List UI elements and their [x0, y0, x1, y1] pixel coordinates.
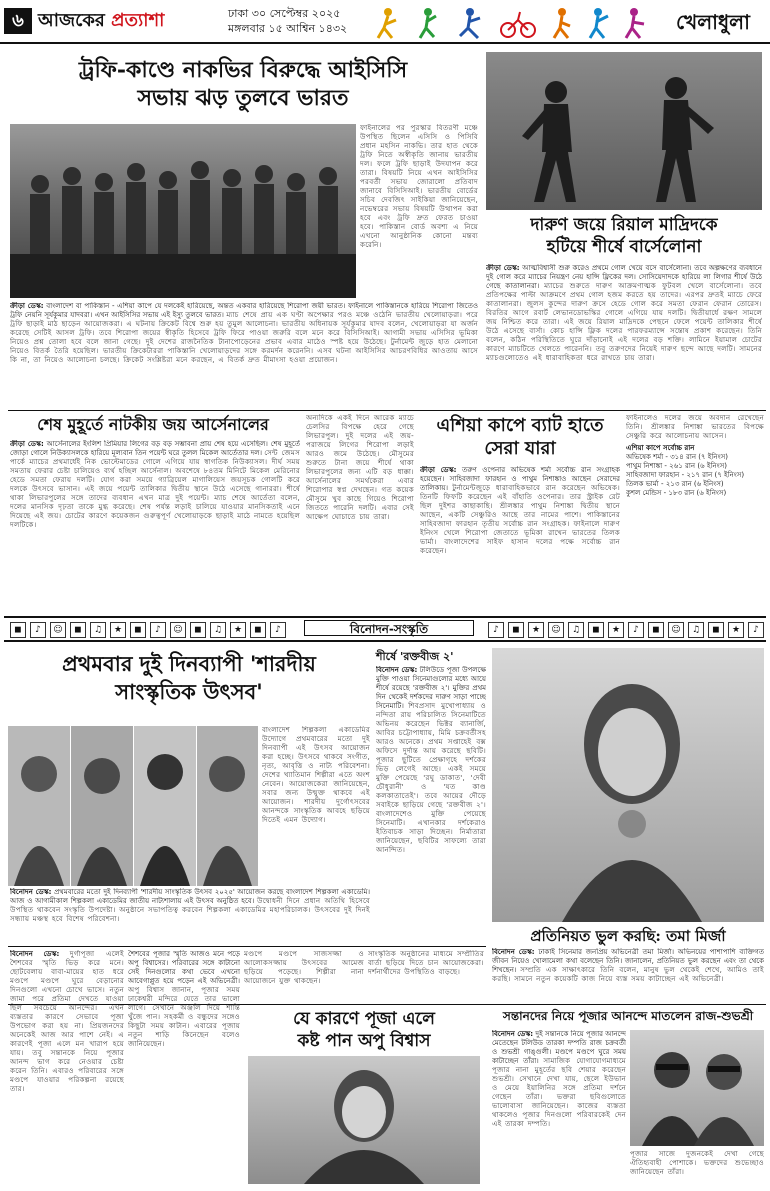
tama-headline: প্রতিনিয়ত ভুল করছি: তমা মির্জা [530, 927, 726, 945]
sharodiyo-body-right: বাংলাদেশ শিল্পকলা একাডেমির উদ্যোগে প্রথমবারের মতো দুই দিনব্যাপী এই উৎসব আয়োজন করা হচ্ছে। উৎসবে থাকবে সংগীত, নৃত্য, আবৃত্তি ও নাট্য পরিবেশনা। দেশের খ্যাতিমান শিল্পীরা এতে অংশ নেবেন। আয়োজকেরা জানিয়েছেন, সবার জন্য উন্মুক্ত থাকবে এই আয়োজন। শারদীয় দুর্গোৎসবের আনন্দকে সাংস্কৃতিক আবহে ছড়িয়ে দিতেই এমন উদ্যোগ। [262, 726, 370, 824]
arsenal-body-right: অন্যদিকে একই দিনে আরেক ম্যাচে চেলসির বিপক্ষে হেরে গেছে লিভারপুল। দুই দলের এই জয়-পরাজয়ে লিগের শিরোপা লড়াই আরও জমে উঠেছে। মৌসুমের শুরুতে টানা জয়ে শীর্ষে থাকা লিভারপুলের জন্য এটি বড় ধাক্কা। আর্সেনালের সমর্থকেরা এবার শিরোপার স্বপ্ন দেখছেন। গত কয়েক মৌসুমে খুব কাছে গিয়েও শিরোপা জিততে পারেনি দলটি। এবার সেই আক্ষেপ ঘোচাতে চায় তারা। [306, 414, 414, 521]
icc-headline: ট্রফি-কাণ্ডে নাকভির বিরুদ্ধে আইসিসি সভায় ঝড় তুলবে ভারত [78, 57, 408, 111]
sharodiyo-headline: প্রথমবার দুই দিনব্যাপী 'শারদীয় সাংস্কৃতিক উৎসব' [62, 651, 316, 704]
page-header [0, 0, 770, 44]
section-band-label: বিনোদন-সংস্কৃতি [304, 620, 474, 636]
film-icon: ◼ [588, 622, 604, 638]
music-note-icon: ♪ [488, 622, 504, 638]
page-number: ৬ [4, 8, 32, 34]
music-note-icon: ♪ [150, 622, 166, 638]
drama-mask-icon: ☺ [668, 622, 684, 638]
music-note-icon: ♫ [210, 622, 226, 638]
film-icon: ◼ [190, 622, 206, 638]
dateline-gregorian: ঢাকা ৩০ সেপ্টেম্বর ২০২৫ [228, 7, 341, 20]
film-icon: ◼ [250, 622, 266, 638]
star-icon: ★ [728, 622, 744, 638]
music-note-icon: ♫ [688, 622, 704, 638]
sports-silhouettes-icon [370, 4, 660, 40]
star-icon: ★ [230, 622, 246, 638]
asia-cup-body: ক্রীড়া ডেস্ক: তরুণ ওপেনার অভিষেক শর্মা সর্বোচ্চ রান সংগ্রাহক হয়েছেন। সাহিবজাদা ফারহান ও পাথুম নিশাঙ্কাও আছেন সেরাদের তালিকায়। টুর্নামেন্টজুড়ে ধারাবাহিকভাবে রান করেছেন অভিষেক। তিনটি ফিফটি করেছেন এই বাঁহাতি ওপেনার। তার স্ট্রাইক রেট ছিল দুইশর কাছাকাছি। শ্রীলঙ্কার পাথুম নিশাঙ্কা দ্বিতীয় স্থানে আছেন, একটি সেঞ্চুরিও আছে তার নামের পাশে। পাকিস্তানের সাহিবজাদা ফারহান তৃতীয় সর্বোচ্চ রান সংগ্রাহক। ফাইনালে দারুণ ইনিংস খেলে শিরোপা জেতাতে ভূমিকা রাখেন ভারতের তিলক ভার্মা। বাংলাদেশের সাইফ হাসান দলের পক্ষে সর্বোচ্চ রান করেছেন। [420, 466, 620, 555]
brand-prefix: আজকের [38, 10, 105, 31]
puja-body-top-right: সাংস্কৃতিক অনুষ্ঠানের মাধ্যমে সম্প্রীতির বার্তা ছড়িয়ে দিতে চান আয়োজকেরা। দর্শনার্থীদের উপস্থিতিও বাড়ছে। [368, 950, 484, 976]
icc-body-right: ফাইনালের পর পুরস্কার বিতরণী মঞ্চে উপস্থিত ছিলেন এসিসি ও পিসিবি প্রধান মহসিন নাকভি। তার হাত থেকে ট্রফি নিতে অস্বীকৃতি জানায় ভারতীয় দল। ফলে ট্রফি ছাড়াই উদযাপন করে তারা। বিষয়টি নিয়ে এখন আইসিসির পরবর্তী সভায় জোরালো প্রতিবাদ জানাবে বিসিসিআই। ভারতীয় বোর্ডের সচিব দেবজিৎ সাইকিয়া জানিয়েছেন, নভেম্বরের সভায় বিষয়টি উত্থাপন করা হবে এবং ট্রফি দ্রুত ফেরত চাওয়া হবে। পাকিস্তান বোর্ড অবশ্য এ নিয়ে এখনো আনুষ্ঠানিক কোনো মন্তব্য করেনি। [360, 124, 478, 249]
asia-cup-headline: এশিয়া কাপে ব্যাট হাতে সেরা যারা [436, 415, 604, 459]
film-icon: ◼ [508, 622, 524, 638]
film-icon: ◼ [10, 622, 26, 638]
brand-name: প্রত্যাশা [111, 10, 165, 31]
india-team-celebration-photo [10, 124, 356, 298]
section-divider [8, 946, 486, 947]
apu-biswas-photo [248, 1056, 480, 1184]
stat-row: পাথুম নিশাঙ্কা - ২৬১ রান (৬ ইনিংস) [626, 462, 728, 470]
film-icon: ◼ [70, 622, 86, 638]
dateline-bengali: মঙ্গলবার ১৫ আশ্বিন ১৪৩২ [228, 22, 348, 35]
stat-row: অভিষেক শর্মা - ৩১৪ রান (৭ ইনিংস) [626, 453, 728, 461]
music-note-icon: ♫ [568, 622, 584, 638]
puja-headline: যে কারণে পূজা এলে কষ্ট পান অপু বিশ্বাস [293, 1009, 435, 1051]
music-note-icon: ♪ [748, 622, 764, 638]
raj-body-right: পূজার সাজে দুজনকেই দেখা গেছে ঐতিহ্যবাহী পোশাকে। ভক্তদের শুভেচ্ছাও জানিয়েছেন তাঁরা। [630, 1150, 764, 1176]
raj-body: বিনোদন ডেস্ক: দুই সন্তানকে নিয়ে পূজার আনন্দে মেতেছেন টলিউড তারকা দম্পতি রাজ চক্রবর্তী ও শুভশ্রী গাঙ্গুলী। মণ্ডপে মণ্ডপে ঘুরে সময় কাটাচ্ছেন তাঁরা। সামাজিক যোগাযোগমাধ্যমে পূজার নানা মুহূর্তের ছবি শেয়ার করেছেন শুভশ্রী। সেখানে দেখা যায়, ছেলে ইউভান ও মেয়ে ইয়ালিনির সঙ্গে প্রতিমা দর্শনে গেছেন তাঁরা। ভক্তরা ছবিগুলোতে ভালোবাসা জানিয়েছেন। কাজের ব্যস্ততা থাকলেও পূজার দিনগুলো পরিবারকেই দেন এই তারকা দম্পতি। [492, 1030, 626, 1128]
players-illustration [486, 52, 762, 210]
stat-row: তিলক ভার্মা - ২১৩ রান (৬ ইনিংস) [626, 480, 724, 488]
portrait-illustration [248, 1056, 480, 1184]
barcelona-players-photo [486, 52, 762, 210]
portrait-illustration [492, 648, 764, 922]
raktabeej-headline: শীর্ষে 'রক্তবীজ ২' [376, 650, 454, 663]
tama-mirza-portrait-photo [492, 648, 764, 922]
stats-title: এশিয়া কাপে সর্বোচ্চ রান [626, 444, 695, 452]
asia-cup-stats: ফাইনালেও দলের জয়ে অবদান রেখেছেন তিনি। শ্রীলঙ্কার নিশাঙ্কা ভারতের বিপক্ষে সেঞ্চুরি করে আলোচনায় আসেন। এশিয়া কাপে সর্বোচ্চ রান অভিষেক শর্মা - ৩১৪ রান (৭ ইনিংস) পাথুম নিশাঙ্কা - ২৬১ রান (৬ ইনিংস) সাহিবজাদা ফারহান - ২১৭ রান (৭ ইনিংস) তিলক ভার্মা - ২১৩ রান (৬ ইনিংস) কুশল মেন্ডিস - ১৮৩ রান (৬ ইনিংস) [626, 414, 764, 497]
barca-headline: দারুণ জয়ে রিয়াল মাদ্রিদকে হটিয়ে শীর্ষে বার্সেলোনা [530, 215, 718, 257]
arsenal-headline: শেষ মুহূর্তে নাটকীয় জয় আর্সেনালের [37, 415, 269, 434]
tama-body: বিনোদন ডেস্ক: ঢাকাই সিনেমার জনপ্রিয় অভিনেত্রী তমা মির্জা। অভিনয়ের পাশাপাশি ব্যক্তিগত জীবন নিয়েও খোলামেলা কথা বলেছেন তিনি। জানালেন, প্রতিনিয়ত ভুল করছেন এবং তা থেকে শিখছেন। সম্প্রতি এক সাক্ষাৎকারে তিনি বলেন, মানুষ ভুল থেকেই শেখে, আমিও তাই করছি। সামনে নতুন কয়েকটি কাজ নিয়ে ব্যস্ত সময় কাটাচ্ছেন এই অভিনেত্রী। [492, 948, 764, 983]
dateline [228, 6, 347, 36]
star-icon: ★ [608, 622, 624, 638]
music-note-icon: ♪ [270, 622, 286, 638]
film-icon: ◼ [648, 622, 664, 638]
star-icon: ★ [528, 622, 544, 638]
puja-body-top: মণ্ডপে মণ্ডপে সাজসজ্জা ও আলোকসজ্জায় উৎসবের আমেজ ছড়িয়ে পড়েছে। শিল্পীরা নানা আয়োজনে যুক্ত থাকছেন। [244, 950, 364, 985]
section-divider [8, 410, 766, 411]
section-name: খেলাধুলা [676, 10, 750, 34]
stat-row: সাহিবজাদা ফারহান - ২১৭ রান (৭ ইনিংস) [626, 471, 745, 479]
star-icon: ★ [110, 622, 126, 638]
barca-body: ক্রীড়া ডেস্ক: আত্মবিশ্বাসী শুরু করেও প্রথমে গোল খেয়ে বসে বার্সেলোনা। তবে অল্পক্ষণের ব্যবধানে দুই গোল করে ম্যাচের নিয়ন্ত্রণ নেয় হান্সি ফ্লিকের দল। সোসিয়েদাদকে হারিয়ে লা লিগার শীর্ষে উঠে গেছে কাতালানরা। ম্যাচের শুরুতে দারুণ আক্রমণাত্মক ফুটবল খেলে বার্সেলোনা। তবে প্রতিপক্ষের পাল্টা আক্রমণে প্রথম গোল হজম করতে হয় তাদের। এরপর দ্রুতই ম্যাচে ফেরে কাতালানরা। জুলস কুন্দের দারুণ ক্রসে হেডে গোল করে সমতা ফেরান ফেরান তোরেস। বিরতির আগে রবার্ট লেভানডোভস্কির গোলে এগিয়ে যায় দলটি। দ্বিতীয়ার্ধে রক্ষণ সামলে জয় নিশ্চিত করে তারা। এই জয়ে রিয়াল মাদ্রিদকে পেছনে ফেলে পয়েন্ট তালিকার শীর্ষে উঠে এসেছে বার্সা। কোচ হান্সি ফ্লিক দলের পারফরম্যান্সে সন্তোষ প্রকাশ করেছেন। তিনি বলেন, কঠিন পরিস্থিতিতে ঘুরে দাঁড়ানোই এই দলের বড় শক্তি। লামিনে ইয়ামাল চোটের কারণে ম্যাচটিতে খেলতে পারেননি। তবু তরুণদের নিয়েই দারুণ ছন্দে আছে দলটি। সামনের ম্যাচগুলোতেও এই ধারাবাহিকতা ধরে রাখতে চায় তারা। [486, 264, 762, 362]
music-note-icon: ♪ [628, 622, 644, 638]
drama-mask-icon: ☺ [50, 622, 66, 638]
entertainment-section-band [4, 616, 766, 642]
icc-body: ক্রীড়া ডেস্ক: বাংলাদেশ বা পাকিস্তান - এশিয়া কাপে যে দলকেই হারিয়েছে, অন্তত একবার হারিয়েছে শিরোপা জয়ী ভারত। ফাইনালে পাকিস্তানকে হারিয়ে শিরোপা জিতেও ট্রফি নেয়নি সূর্যকুমার যাদবরা। এখন আইসিসির সভায় এই ইস্যু তুলবে ভারত। ম্যাচ শেষে প্রায় এক ঘণ্টা অপেক্ষার পরও মঞ্চে ওঠেনি ভারতীয় খেলোয়াড়রা। পরে ট্রফি ছাড়াই মাঠ ছাড়েন আয়োজকরা। এ ঘটনায় ক্রিকেট বিশ্বে শুরু হয় তুমুল আলোচনা। ভারতীয় অধিনায়ক সূর্যকুমার যাদব বলেন, খেলোয়াড়রা যা অর্জন করেছে সেটিই আসল ট্রফি। তবে শিরোপা জয়ের স্বীকৃতি হিসেবে ট্রফি ফিরে পাওয়া জরুরি বলে মনে করে বিসিসিআই। আগামী সভায় এসিসির ভূমিকা নিয়েও প্রশ্ন তোলা হবে বলে জানা গেছে। দুই দেশের রাজনৈতিক টানাপোড়েনের প্রভাব এবার মাঠেও স্পষ্ট হয়ে উঠেছে। টুর্নামেন্ট জুড়ে হাত মেলানো নিয়েও বিতর্ক তৈরি হয়েছিল। ভারতীয় ক্রিকেটাররা পাকিস্তানি খেলোয়াড়দের সঙ্গে করমর্দন করেননি। এসব ঘটনা আইসিসির আচরণবিধির আওতায় আসে কি না, তা নিয়েও আলোচনা চলছে। ক্রিকেট সংশ্লিষ্টরা মনে করছেন, এ বিতর্ক দ্রুত মীমাংসা হওয়া প্রয়োজন। [10, 302, 478, 364]
music-note-icon: ♫ [90, 622, 106, 638]
artists-photo-strip [8, 726, 258, 886]
arsenal-body: ক্রীড়া ডেস্ক: আর্সেনালের ইংলিশ প্রিমিয়ার লিগের বড় বড় সম্ভাবনা প্রায় শেষ হয়ে এসেছিল। শেষ মুহূর্তে জোড়া গোলে নিউক্যাসলকে হারিয়ে মূল্যবান তিন পয়েন্ট ঘরে তুলল মিকেল আর্তেতার দল। সেন্ট জেমস পার্কে ম্যাচের প্রথমার্ধেই নিক ভোল্টেমাডের গোলে এগিয়ে যায় স্বাগতিক নিউক্যাসল। দীর্ঘ সময় সমতায় ফেরার চেষ্টা চালিয়েও ব্যর্থ হচ্ছিল আর্সেনাল। অবশেষে ৮৪তম মিনিটে মিকেল মেরিনোর হেডে সমতা ফেরায় দলটি। যোগ করা সময়ে গ্যাব্রিয়েল মাগালিয়েস জয়সূচক গোলটি করে দলকে উৎসবে ভাসান। এই জয়ে পয়েন্ট তালিকার দ্বিতীয় স্থানে উঠে এসেছে গানাররা। শীর্ষে থাকা লিভারপুলের সঙ্গে তাদের ব্যবধান এখন মাত্র দুই পয়েন্ট। ম্যাচ শেষে আর্তেতা বলেন, দলের মানসিক দৃঢ়তা তাকে মুগ্ধ করেছে। শেষ পর্যন্ত লড়াই চালিয়ে যাওয়ার মানসিকতাই এনে দিয়েছে এই জয়। চোটের কারণে কয়েকজন গুরুত্বপূর্ণ খেলোয়াড়কে ছাড়াই মাঠে নামতে হয়েছিল দলটিকে। [10, 440, 300, 529]
raktabeej-body: বিনোদন ডেস্ক: টলিউডে পূজা উপলক্ষে মুক্তি পাওয়া সিনেমাগুলোর মধ্যে আয়ে শীর্ষে রয়েছে 'রক্তবীজ ২'। মুক্তির প্রথম দিন থেকেই দর্শকদের দারুণ সাড়া পাচ্ছে সিনেমাটি। শিবপ্রসাদ মুখোপাধ্যায় ও নন্দিতা রায় পরিচালিত সিনেমাটিতে অভিনয় করেছেন ভিক্টর ব্যানার্জি, আবির চট্টোপাধ্যায়, মিমি চক্রবর্তীসহ আরও অনেকে। প্রথম সপ্তাহেই বক্স অফিসে দুর্দান্ত আয় করেছে ছবিটি। পূজার ছুটিতে প্রেক্ষাগৃহে দর্শকের ভিড় লেগেই আছে। একই সময়ে মুক্তি পেয়েছে 'রঘু ডাকাত', 'দেবী চৌধুরানী' ও 'যত কাণ্ড কলকাতাতেই'। তবে আয়ের দৌড়ে সবাইকে ছাড়িয়ে গেছে 'রক্তবীজ ২'। বাংলাদেশেও মুক্তি পেয়েছে সিনেমাটি। এখানকার দর্শকেরাও ইতিবাচক সাড়া দিচ্ছেন। নির্মাতারা জানিয়েছেন, ছবিটির সাফল্যে তারা আনন্দিত। [376, 666, 486, 854]
drama-mask-icon: ☺ [548, 622, 564, 638]
film-icon: ◼ [708, 622, 724, 638]
sharodiyo-body: বিনোদন ডেস্ক: প্রথমবারের মতো দুই দিনব্যাপী 'শারদীয় সাংস্কৃতিক উৎসব ২০২৫' আয়োজন করছে বাংলাদেশ শিল্পকলা একাডেমি। আজ ও আগামীকাল শিল্পকলা একাডেমির জাতীয় নাট্যশালায় এই উৎসব অনুষ্ঠিত হবে। উদ্বোধনী দিনে প্রধান অতিথি হিসেবে উপস্থিত থাকবেন সংস্কৃতি উপদেষ্টা। অনুষ্ঠানে সভাপতিত্ব করবেন শিল্পকলা একাডেমির মহাপরিচালক। উৎসবের দুই দিনই সন্ধ্যায় মঞ্চস্থ হবে বিশেষ পরিবেশনা। [10, 888, 370, 923]
couple-illustration [630, 1030, 764, 1146]
music-note-icon: ♪ [30, 622, 46, 638]
newspaper-brand [38, 6, 164, 37]
drama-mask-icon: ☺ [170, 622, 186, 638]
raj-headline: সন্তানদের নিয়ে পূজার আনন্দে মাতলেন রাজ-শুভশ্রী [502, 1009, 754, 1023]
team-photo-illustration [10, 124, 356, 298]
artist-portraits-illustration [8, 726, 258, 886]
continuation-column: বিনোদন ডেস্ক: দুর্গাপূজা এলেই শৈশবের স্মৃতি ভিড় করে মনে। ছোটবেলায় বাবা-মায়ের হাত ধরে মণ্ডপে মণ্ডপে ঘুরে বেড়ানোর দিনগুলো এখনো চোখে ভাসে। নতুন জামা পরে প্রতিমা দেখতে যাওয়া ছিল সবচেয়ে আনন্দের। এখন ব্যস্ততার কারণে সেভাবে পূজা উপভোগ করা হয় না। প্রিয়জনদের অনেকেই আজ আর পাশে নেই। এ কারণেই পূজা এলে মন খারাপ হয়ে যায়। তবু সন্তানকে নিয়ে পূজার আনন্দ ভাগ করে নেওয়ার চেষ্টা করেন তিনি। এবারও পরিবারের সঙ্গে মণ্ডপে যাওয়ার পরিকল্পনা রয়েছে তার। [10, 950, 124, 1093]
stat-row: কুশল মেন্ডিস - ১৮৩ রান (৬ ইনিংস) [626, 489, 727, 497]
puja-body-left: শৈশবের পূজার স্মৃতি আজও মনে পড়ে অপু বিশ্বাসের। পরিবারের সঙ্গে কাটানো সেই দিনগুলোর কথা ভেবে এখনো আবেগাপ্লুত হয়ে পড়েন এই অভিনেত্রী। অপু বিশ্বাস জানান, পূজার সময় ঢাকেশ্বরী মন্দিরে যেতে তার ভালো লাগে। সেখানে অঞ্জলি দিয়ে শান্তি খুঁজে পান। সহকর্মী ও বন্ধুদের সঙ্গেও কিছুটা সময় কাটান। এবারের পূজায় নতুন শাড়ি কিনেছেন বলেও জানিয়েছেন। [128, 950, 240, 1048]
film-icon: ◼ [130, 622, 146, 638]
raj-subhashree-photo [630, 1030, 764, 1146]
